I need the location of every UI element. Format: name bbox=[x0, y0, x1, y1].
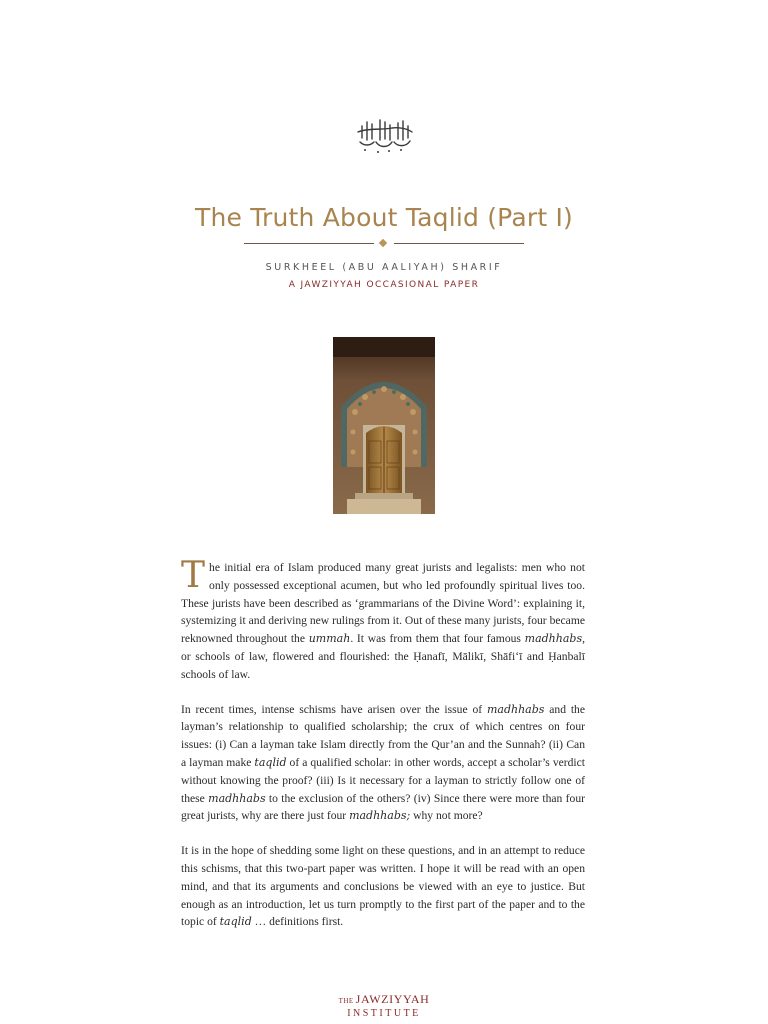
drop-cap: T bbox=[181, 555, 206, 596]
text-run: he initial era of Islam produced many great jurists and legalists: men who not only possessed exceptional acumen, but who led profoundly spiritual lives too. These jurists have been described as ‘grammarians of the Divine Word’: explaining it, systemizing it and deriving new rulings from it. Out of these many jurists, four became reknowned throughout the bbox=[181, 561, 585, 646]
paragraph-2 bbox=[181, 701, 585, 826]
italic-term: taqlid bbox=[254, 755, 287, 769]
diamond-ornament-icon bbox=[379, 239, 387, 247]
basmala-calligraphy-icon bbox=[354, 112, 416, 156]
italic-term: madhhabs bbox=[486, 702, 545, 716]
italic-term: ummah bbox=[308, 632, 351, 646]
text-run: … definitions first. bbox=[251, 915, 344, 929]
italic-term: madhhabs bbox=[524, 632, 583, 646]
text-run: . It was from them that four famous bbox=[350, 632, 525, 646]
text-run: to the exclusion of the others? (iv) Since there were more than four great jurists, why are there just four bbox=[181, 791, 585, 823]
text-run: It is in the hope of shedding some light on these questions, and in an attempt to reduce this schisms, that this two-part paper was written. I hope it will be read with an open mind, and that its arguments and conclusions be viewed with an eye to justice. But enough as an introduction, let us turn promptly to the first part of the paper and to the topic of bbox=[181, 844, 585, 929]
logo-brand-line bbox=[0, 992, 768, 1008]
text-run: In recent times, intense schisms have arisen over the issue of bbox=[181, 702, 487, 716]
palace-door-photo bbox=[333, 337, 435, 514]
italic-term: taqlid bbox=[219, 915, 252, 929]
paragraph-1 bbox=[181, 555, 585, 684]
divider-line-right bbox=[394, 243, 524, 244]
text-run: and the layman’s relationship to qualified scholarship; the crux of which centres on four issues: (i) Can a layman take Islam directly from the Qur’an and the Sunnah? (ii) Can a layman make bbox=[181, 702, 586, 769]
institute-logo bbox=[0, 992, 768, 1020]
logo-institute: INSTITUTE bbox=[347, 1008, 421, 1019]
text-run: , or schools of law, flowered and flourished: the Ḥanafī, Mālikī, Shāfi‘ī and Ḥanbalī schools of law. bbox=[181, 632, 585, 681]
logo-the: THE bbox=[338, 997, 354, 1005]
text-run: of a qualified scholar: in other words, accept a scholar’s verdict without knowing the proof? (iii) Is it necessary for a layman to strictly follow one of these bbox=[181, 755, 586, 805]
logo-brand: JAWZIYYAH bbox=[355, 992, 430, 1006]
divider-line-left bbox=[244, 243, 374, 244]
series-name: A JAWZIYYAH OCCASIONAL PAPER bbox=[288, 280, 480, 290]
italic-term: madhhabs bbox=[208, 791, 266, 805]
text-run: why not more? bbox=[410, 809, 483, 823]
italic-term: madhhabs; bbox=[349, 809, 411, 823]
document-title: The Truth About Taqlid (Part I) bbox=[194, 203, 574, 232]
author-name: SURKHEEL (ABU AALIYAH) SHARIF bbox=[265, 262, 503, 273]
title-divider bbox=[244, 240, 524, 248]
body-text bbox=[181, 555, 586, 948]
paragraph-3 bbox=[181, 842, 585, 931]
